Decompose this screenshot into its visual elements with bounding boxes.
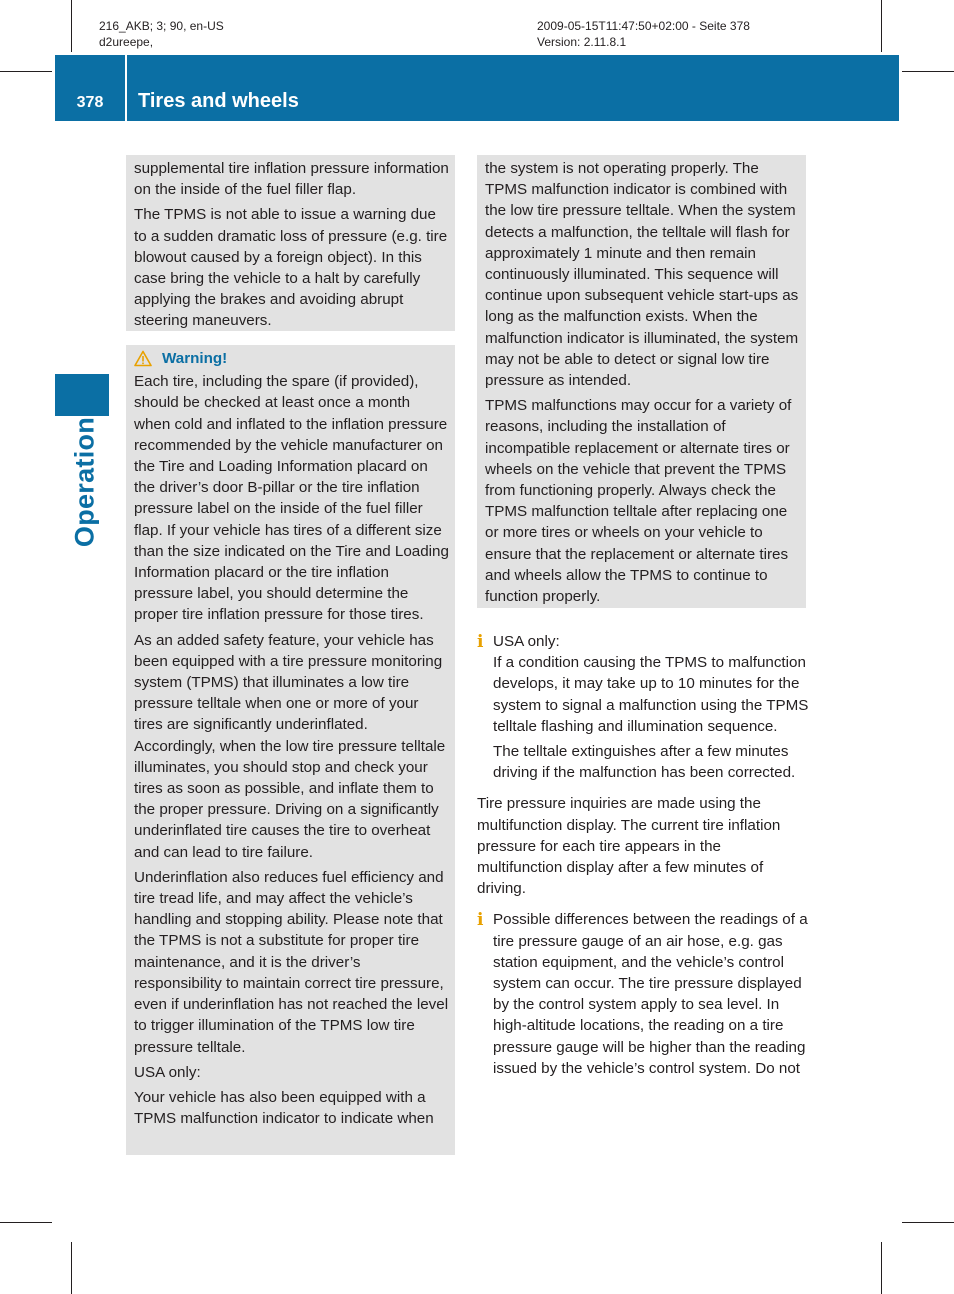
print-meta-line: 2009-05-15T11:47:50+02:00 - Seite 378: [537, 19, 750, 33]
side-tab-marker: [55, 374, 109, 416]
header-divider: [125, 55, 127, 121]
print-meta-line: d2ureepe,: [99, 35, 154, 49]
warning-triangle-icon: [134, 350, 152, 367]
info-icon: i: [477, 910, 484, 931]
crop-mark: [902, 1222, 954, 1223]
crop-mark: [881, 1242, 882, 1294]
paragraph: USA only: If a condition causing the TPMS to malfunction develops, it may take up to 10 minutes for the system to signal a malfunction using the TPMS telltale flashing and illumination sequence.: [493, 633, 809, 735]
crop-mark: [902, 71, 954, 72]
info-icon: i: [477, 632, 484, 652]
paragraph: The telltale extinguishes after a few minutes driving if the malfunction has been corrected.: [493, 743, 796, 782]
warning-header: [134, 348, 449, 369]
paragraph: The TPMS is not able to issue a warning due to a sudden dramatic loss of pressure (e.g. tire blowout caused by a foreign object). In this case bring the vehicle to a halt by carefully applying the brakes and avoiding abrupt steering maneuvers.: [134, 206, 448, 330]
paragraph: TPMS malfunctions may occur for a variety of reasons, including the installation of incompatible replacement or alternate tires or wheels on the vehicle that prevent the TPMS from functioning properly. Always check the TPMS malfunction telltale after replacing one or more tires or wheels on your vehicle to ensure that the replacement or alternate tires and wheels allow the TPMS to continue to function properly.: [485, 397, 792, 606]
print-meta-line: 216_AKB; 3; 90, en-US: [99, 19, 224, 33]
warning-box: [126, 345, 455, 1155]
info-note: [477, 631, 809, 783]
paragraph: Possible differences between the readings of a tire pressure gauge of an air hose, e.g. gas station equipment, and the vehicle’s control system can occur. The tire pressure displayed by the control system apply to sea level. In high-altitude locations, the reading on a tire pressure gauge will be higher than the reading issued by the vehicle’s control system. Do not: [493, 911, 808, 1077]
section-title: Tires and wheels: [138, 90, 299, 112]
paragraph: As an added safety feature, your vehicle has been equipped with a tire pressure monitoring system (TPMS) that illuminates a low tire pressure telltale when one or more of your tires are significantly underinflated. Accordingly, when the low tire pressure telltale illuminates, you should stop and check your tires as soon as possible, and inflate them to the proper pressure. Driving on a significantly underinflated tire causes the tire to overheat and can lead to tire failure.: [134, 631, 446, 861]
chapter-side-label: Operation: [69, 416, 100, 548]
paragraph: the system is not operating properly. The TPMS malfunction indicator is combined with the low tire pressure telltale. When the system detects a malfunction, the telltale will flash for approximately 1 minute and then remain continuously illuminated. This sequence will continue upon subsequent vehicle start-ups as long as the malfunction exists. When the malfunction indicator is illuminated, the system may not be able to detect or signal low tire pressure as intended.: [485, 160, 799, 390]
right-text-column: [477, 631, 809, 1089]
paragraph: Your vehicle has also been equipped with a TPMS malfunction indicator to indicate when: [134, 1088, 434, 1128]
crop-mark: [0, 71, 52, 72]
info-box-continued: [477, 155, 806, 608]
page-number: 378: [76, 94, 104, 111]
print-meta-line: Version: 2.11.8.1: [537, 35, 627, 49]
crop-mark: [0, 1222, 52, 1223]
paragraph: Underinflation also reduces fuel efficiency and tire tread life, and may affect the vehicle’s handling and stopping ability. Please note that the TPMS is not a substitute for proper tire maintenance, and it is the driver’s responsibility to maintain correct tire pressure, even if underinflation has not reached the level to trigger illumination of the TPMS low tire pressure telltale.: [134, 868, 449, 1056]
warning-title: Warning!: [162, 350, 228, 367]
crop-mark: [71, 0, 72, 52]
info-note: [477, 909, 809, 1079]
crop-mark: [71, 1242, 72, 1294]
paragraph: Tire pressure inquiries are made using the multifunction display. The current tire inflation pressure for each tire appears in the multifunction display after a few minutes of driving.: [477, 795, 781, 898]
print-meta-left: [99, 18, 224, 50]
crop-mark: [881, 0, 882, 52]
info-box-continued: [126, 155, 455, 331]
paragraph: Each tire, including the spare (if provided), should be checked at least once a month when cold and inflated to the inflation pressure recommended by the vehicle manufacturer on the Tire and Loading Information placard on the driver’s door B-pillar or the tire inflation pressure label on the inside of the fuel filler flap. If your vehicle has tires of a different size than the size indicated on the Tire and Loading Information placard or the tire inflation pressure label, you should determine the proper tire inflation pressure for those tires.: [134, 373, 449, 624]
paragraph: USA only:: [134, 1063, 201, 1081]
print-meta-right: [537, 18, 750, 50]
paragraph: supplemental tire inflation pressure information on the inside of the fuel filler flap.: [134, 160, 449, 199]
